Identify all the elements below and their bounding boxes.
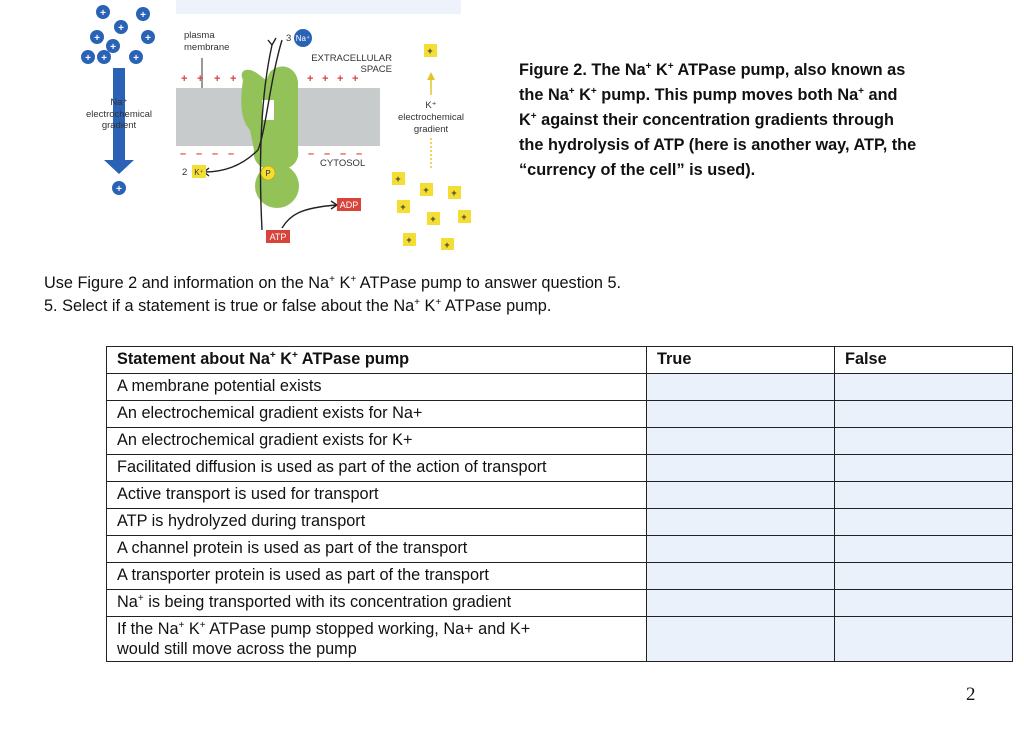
false-header: False xyxy=(835,347,1013,374)
table-header-row xyxy=(107,347,1013,374)
svg-text:+: + xyxy=(101,53,107,64)
svg-text:2: 2 xyxy=(182,167,188,178)
table-row xyxy=(107,482,1013,509)
svg-text:EXTRACELLULAR: EXTRACELLULAR xyxy=(311,53,392,64)
table-row xyxy=(107,509,1013,536)
false-answer-cell[interactable] xyxy=(835,509,1013,536)
statement-cell: Facilitated diffusion is used as part of the action of transport xyxy=(107,455,647,482)
table-row xyxy=(107,455,1013,482)
false-answer-cell[interactable] xyxy=(835,536,1013,563)
svg-text:electrochemical: electrochemical xyxy=(398,112,464,123)
svg-text:SPACE: SPACE xyxy=(360,64,392,75)
statement-cell: A membrane potential exists xyxy=(107,374,647,401)
svg-text:electrochemical: electrochemical xyxy=(86,109,152,120)
svg-text:+: + xyxy=(100,8,106,19)
svg-text:–: – xyxy=(324,148,331,160)
svg-text:–: – xyxy=(340,148,347,160)
true-answer-cell[interactable] xyxy=(647,617,835,662)
false-answer-cell[interactable] xyxy=(835,428,1013,455)
svg-text:Na⁺: Na⁺ xyxy=(295,34,311,43)
true-answer-cell[interactable] xyxy=(647,563,835,590)
svg-text:+: + xyxy=(337,73,344,85)
svg-text:+: + xyxy=(423,185,429,195)
svg-text:+: + xyxy=(145,33,151,44)
na-k-pump-diagram xyxy=(0,0,480,250)
statement-cell: An electrochemical gradient exists for K+ xyxy=(107,428,647,455)
svg-text:+: + xyxy=(430,214,436,224)
table-row xyxy=(107,401,1013,428)
svg-text:+: + xyxy=(214,73,221,85)
figure-caption: Figure 2. The Na+ K+ ATPase pump, also known as the Na+ K+ pump. This pump moves both Na+ and K+ against their concentration gradients through the hydrolysis of ATP (here is another way, ATP, the “currency of the cell” is used). xyxy=(519,61,917,179)
svg-text:+: + xyxy=(307,73,314,85)
svg-text:membrane: membrane xyxy=(184,42,230,53)
svg-text:K⁺: K⁺ xyxy=(425,100,437,111)
svg-text:+: + xyxy=(110,42,116,53)
statement-cell: A channel protein is used as part of the transport xyxy=(107,536,647,563)
false-answer-cell[interactable] xyxy=(835,590,1013,617)
false-answer-cell[interactable] xyxy=(835,401,1013,428)
page-number: 2 xyxy=(966,684,976,705)
header-highlight xyxy=(176,0,461,14)
intro-line-1: Use Figure 2 and information on the Na+ K+ ATPase pump to answer question 5. xyxy=(44,274,622,292)
svg-text:+: + xyxy=(85,53,91,64)
svg-text:3: 3 xyxy=(286,33,292,44)
svg-text:+: + xyxy=(427,46,433,56)
svg-text:P: P xyxy=(265,169,271,178)
svg-text:+: + xyxy=(230,73,237,85)
table-row xyxy=(107,617,1013,662)
svg-text:+: + xyxy=(140,10,146,21)
svg-text:+: + xyxy=(400,202,406,212)
extracellular-label xyxy=(311,53,392,75)
svg-text:–: – xyxy=(196,148,203,160)
svg-text:+: + xyxy=(451,188,457,198)
question-intro xyxy=(44,272,621,318)
svg-text:+: + xyxy=(352,73,359,85)
true-answer-cell[interactable] xyxy=(647,428,835,455)
k-gradient-label xyxy=(398,100,464,135)
svg-text:gradient: gradient xyxy=(413,124,449,135)
atp-arrow xyxy=(282,205,336,228)
true-false-table xyxy=(106,346,1013,662)
false-answer-cell[interactable] xyxy=(835,617,1013,662)
svg-text:K⁺: K⁺ xyxy=(194,168,204,177)
svg-text:+: + xyxy=(444,240,450,250)
false-answer-cell[interactable] xyxy=(835,455,1013,482)
svg-text:ADP: ADP xyxy=(339,200,359,210)
table-row xyxy=(107,374,1013,401)
false-answer-cell[interactable] xyxy=(835,374,1013,401)
true-header: True xyxy=(647,347,835,374)
table-row xyxy=(107,428,1013,455)
svg-text:ATP: ATP xyxy=(269,232,287,242)
svg-text:+: + xyxy=(197,73,204,85)
svg-text:+: + xyxy=(118,23,124,34)
true-answer-cell[interactable] xyxy=(647,509,835,536)
statement-cell: If the Na+ K+ ATPase pump stopped working, Na+ and K+ would still move across the pump xyxy=(107,617,647,662)
false-answer-cell[interactable] xyxy=(835,482,1013,509)
na-gradient-label xyxy=(86,97,152,131)
svg-text:+: + xyxy=(116,184,122,195)
statement-cell: Active transport is used for transport xyxy=(107,482,647,509)
statement-cell: An electrochemical gradient exists for Na+ xyxy=(107,401,647,428)
table-row xyxy=(107,590,1013,617)
svg-text:Na⁺: Na⁺ xyxy=(110,97,128,108)
svg-text:–: – xyxy=(356,148,363,160)
statement-cell: A transporter protein is used as part of the transport xyxy=(107,563,647,590)
svg-text:–: – xyxy=(212,148,219,160)
cytosol-label: CYTOSOL xyxy=(320,158,366,169)
svg-text:+: + xyxy=(322,73,329,85)
true-answer-cell[interactable] xyxy=(647,401,835,428)
svg-text:plasma: plasma xyxy=(184,30,215,41)
table-row xyxy=(107,536,1013,563)
true-answer-cell[interactable] xyxy=(647,536,835,563)
svg-text:+: + xyxy=(181,73,188,85)
statement-cell: Na+ is being transported with its concentration gradient xyxy=(107,590,647,617)
table-row xyxy=(107,563,1013,590)
svg-text:+: + xyxy=(395,174,401,184)
statement-cell: ATP is hydrolyzed during transport xyxy=(107,509,647,536)
svg-text:+: + xyxy=(94,33,100,44)
svg-text:+: + xyxy=(133,53,139,64)
true-answer-cell[interactable] xyxy=(647,482,835,509)
plasma-membrane-label xyxy=(184,30,229,53)
svg-text:–: – xyxy=(180,148,187,160)
true-answer-cell[interactable] xyxy=(647,590,835,617)
true-answer-cell[interactable] xyxy=(647,455,835,482)
true-answer-cell[interactable] xyxy=(647,374,835,401)
question-5-prompt: 5. Select if a statement is true or false about the Na+ K+ ATPase pump. xyxy=(44,297,552,315)
statement-header: Statement about Na+ K+ ATPase pump xyxy=(107,347,647,374)
svg-text:+: + xyxy=(461,212,467,222)
svg-text:–: – xyxy=(228,148,235,160)
svg-text:gradient: gradient xyxy=(101,120,137,131)
false-answer-cell[interactable] xyxy=(835,563,1013,590)
svg-text:+: + xyxy=(406,235,412,245)
svg-text:–: – xyxy=(308,148,315,160)
